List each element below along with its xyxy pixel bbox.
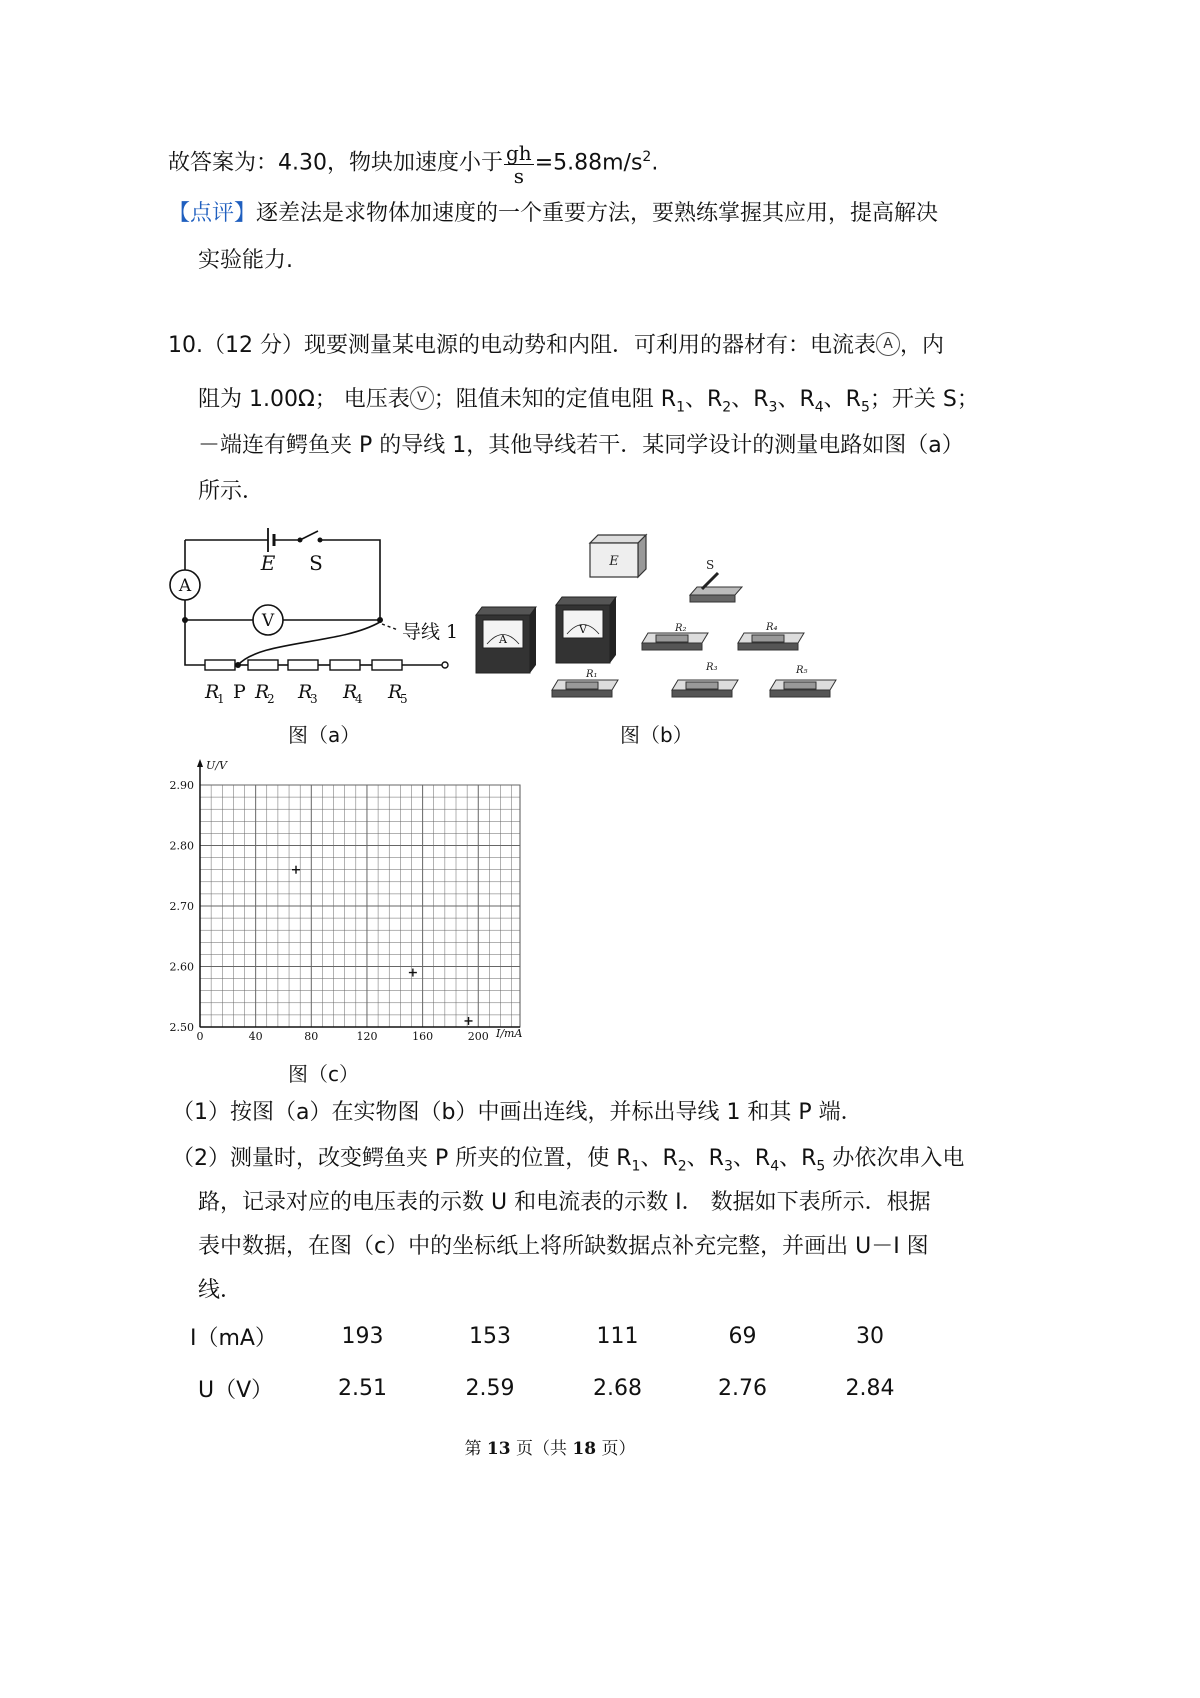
part-2-text: （2）测量时，改变鳄鱼夹 P 所夹的位置，使 R: [172, 1146, 632, 1171]
resistor-board-r1: [552, 680, 618, 697]
table-row-current: [180, 1310, 935, 1362]
fraction-numerator: gh: [506, 141, 532, 166]
resistor-board-r3: [672, 680, 738, 697]
voltmeter-device-label: V: [579, 623, 587, 636]
r4-board-label: R₄: [766, 622, 778, 633]
r1-sub: 1: [217, 692, 225, 706]
y-tick-label: 2.60: [169, 960, 194, 974]
current-page-number: 13: [486, 1439, 511, 1459]
footer-text: 页（共: [510, 1439, 573, 1459]
resistor-sub: 3: [723, 1158, 733, 1175]
p-label: P: [233, 681, 246, 703]
fraction-denominator: s: [513, 164, 524, 189]
r5-sub: 5: [400, 692, 408, 706]
r5-board-label: R₅: [796, 665, 808, 676]
resistor-r1: [205, 660, 235, 670]
r3-label: R: [298, 681, 313, 703]
x-tick-label: 200: [467, 1030, 489, 1043]
table-cell: 153: [469, 1323, 511, 1349]
resistor-sub: 5: [860, 399, 870, 416]
fraction-gh-over-s: [504, 142, 534, 187]
ammeter-label: A: [178, 576, 192, 596]
answer-exponent: 2: [642, 149, 652, 165]
r2-label: R: [255, 681, 270, 703]
part-2-line-3: 表中数据，在图（c）中的坐标纸上将所缺数据点补充完整，并画出 U－I 图: [198, 1234, 929, 1259]
table-cell: 111: [596, 1323, 639, 1349]
y-tick-label: 2.90: [169, 779, 194, 792]
data-table: [180, 1310, 935, 1414]
resistor-sub: 2: [722, 399, 732, 416]
table-cell: 2.68: [593, 1375, 642, 1401]
y-axis-arrow-icon: [197, 759, 203, 767]
question-line-4: 所示．: [198, 479, 265, 504]
r2-sub: 2: [267, 692, 275, 706]
x-tick-label: 80: [304, 1030, 319, 1043]
resistor-sub: 3: [768, 399, 778, 416]
table-cell: 2.84: [845, 1375, 895, 1401]
voltmeter-symbol-icon: V: [410, 386, 434, 410]
x-tick-label: 120: [356, 1030, 378, 1043]
y-tick-label: 2.50: [169, 1021, 194, 1034]
question-line-3: －端连有鳄鱼夹 P 的导线 1，其他导线若干．某同学设计的测量电路如图（a）: [198, 433, 964, 458]
question-text: （12 分）现要测量某电源的电动势和内阻．可利用的器材有：电流表: [203, 333, 876, 358]
part-2-line-4: 线．: [198, 1278, 243, 1303]
resistor-board-r4: [738, 633, 804, 650]
part-1-text: （1）按图（a）在实物图（b）中画出连线，并标出导线 1 和其 P 端．: [172, 1100, 863, 1125]
wire-label: 导线 1: [402, 621, 459, 643]
switch-label: S: [309, 551, 323, 575]
answer-text: 故答案为：4.30，物块加速度小于: [168, 150, 503, 176]
resistor-text: ；阻值未知的定值电阻 R: [433, 387, 677, 412]
knife-switch-icon: [690, 558, 742, 602]
ammeter-symbol-icon: A: [876, 332, 900, 356]
battery-box-icon: [590, 535, 646, 577]
answer-end: .: [651, 150, 659, 176]
resistor-sub: 1: [631, 1158, 641, 1175]
footer-text: 第: [464, 1439, 487, 1459]
resistor-board-r5: [770, 680, 836, 697]
battery-box-label: E: [609, 554, 619, 569]
y-tick-label: 2.70: [169, 900, 194, 913]
table-cell: 2.59: [465, 1375, 515, 1401]
x-tick-label: 0: [196, 1030, 204, 1043]
switch-box-label: S: [706, 558, 715, 572]
voltmeter-device-icon: [556, 597, 616, 663]
table-row-voltage: [180, 1362, 935, 1414]
table-cell: 2.51: [338, 1375, 387, 1401]
graph-grid: [200, 785, 520, 1027]
part-2-text-end: 办依次串入电: [832, 1146, 965, 1171]
table-cell: 30: [856, 1323, 884, 1349]
y-axis-label: U/V: [206, 759, 227, 772]
r4-sub: 4: [355, 692, 363, 706]
r1-board-label: R₁: [586, 669, 598, 680]
part-2-line-2: 路，记录对应的电压表的示数 U 和电流表的示数 I． 数据如下表所示．根据: [198, 1190, 931, 1215]
resistor-sub: 5: [816, 1158, 826, 1175]
switch-text: ；开关 S；: [869, 387, 979, 412]
r3-board-label: R₃: [706, 662, 718, 673]
question-number: 10.: [168, 333, 203, 358]
resistor-sub: 1: [676, 399, 685, 416]
figure-c-caption: 图（c）: [288, 1062, 359, 1086]
apparatus-illustration: [470, 525, 850, 710]
comment-line-1: [168, 199, 938, 229]
resistor-r3: [288, 660, 318, 670]
circuit-diagram: [160, 520, 460, 710]
x-tick-label: 160: [412, 1030, 434, 1043]
figure-b-caption: 图（b）: [620, 723, 693, 747]
answer-value: =5.88m/s: [534, 150, 643, 176]
table-cell: 69: [728, 1323, 757, 1349]
comment-line-2: 实验能力.: [198, 248, 293, 273]
question-line-1: [168, 331, 944, 361]
resistor-sub: 4: [770, 1158, 780, 1175]
question-text: 阻为 1.00Ω； 电压表: [198, 387, 410, 412]
x-axis-label: I/mA: [496, 1027, 523, 1040]
comment-tag: 【点评】: [168, 201, 257, 226]
r3-sub: 3: [310, 692, 318, 706]
x-tick-label: 40: [248, 1030, 263, 1043]
y-tick-label: 2.80: [169, 839, 194, 853]
voltmeter-label: V: [261, 611, 275, 631]
ammeter-device-icon: [476, 607, 536, 673]
table-cell: 193: [341, 1323, 384, 1349]
r2-board-label: R₂: [675, 623, 687, 634]
ammeter-device-label: A: [499, 633, 507, 646]
comment-text: 逐差法是求物体加速度的一个重要方法，要熟练掌握其应用，提高解决: [256, 201, 939, 226]
r5-label: R: [388, 681, 403, 703]
battery-label: E: [260, 551, 276, 575]
total-page-count: 18: [572, 1439, 597, 1459]
resistor-sub: 4: [814, 399, 824, 416]
part-2-line-1: （2）测量时，改变鳄鱼夹 P 所夹的位置，使 $R_1$、$R_2$、$R_3$、$R_4$、$R_5$ 办依次串入电: [172, 1146, 965, 1175]
resistor-r5: [372, 660, 402, 670]
resistor-r2: [248, 660, 278, 670]
resistor-r4: [330, 660, 360, 670]
resistor-board-r2: [642, 633, 708, 650]
footer-text: 页）: [596, 1439, 636, 1459]
u-i-graph: [160, 755, 540, 1045]
figure-a-caption: 图（a）: [288, 723, 361, 747]
table-row-label: U（V）: [198, 1377, 274, 1403]
table-cell: 2.76: [718, 1375, 767, 1401]
r1-label: R: [205, 681, 220, 703]
r4-label: R: [343, 681, 358, 703]
page-footer: [0, 1434, 1100, 1459]
table-row-label: I（mA）: [190, 1325, 277, 1351]
answer-line: [168, 142, 658, 187]
question-line-2: 阻为 1.00Ω； 电压表 V ；阻值未知的定值电阻 $R_1$、$R_2$、$R_3$、$R_4$、$R_5$；开关 S；: [198, 387, 979, 416]
question-text-end: ，内: [900, 333, 945, 358]
resistor-sub: 2: [677, 1158, 687, 1175]
